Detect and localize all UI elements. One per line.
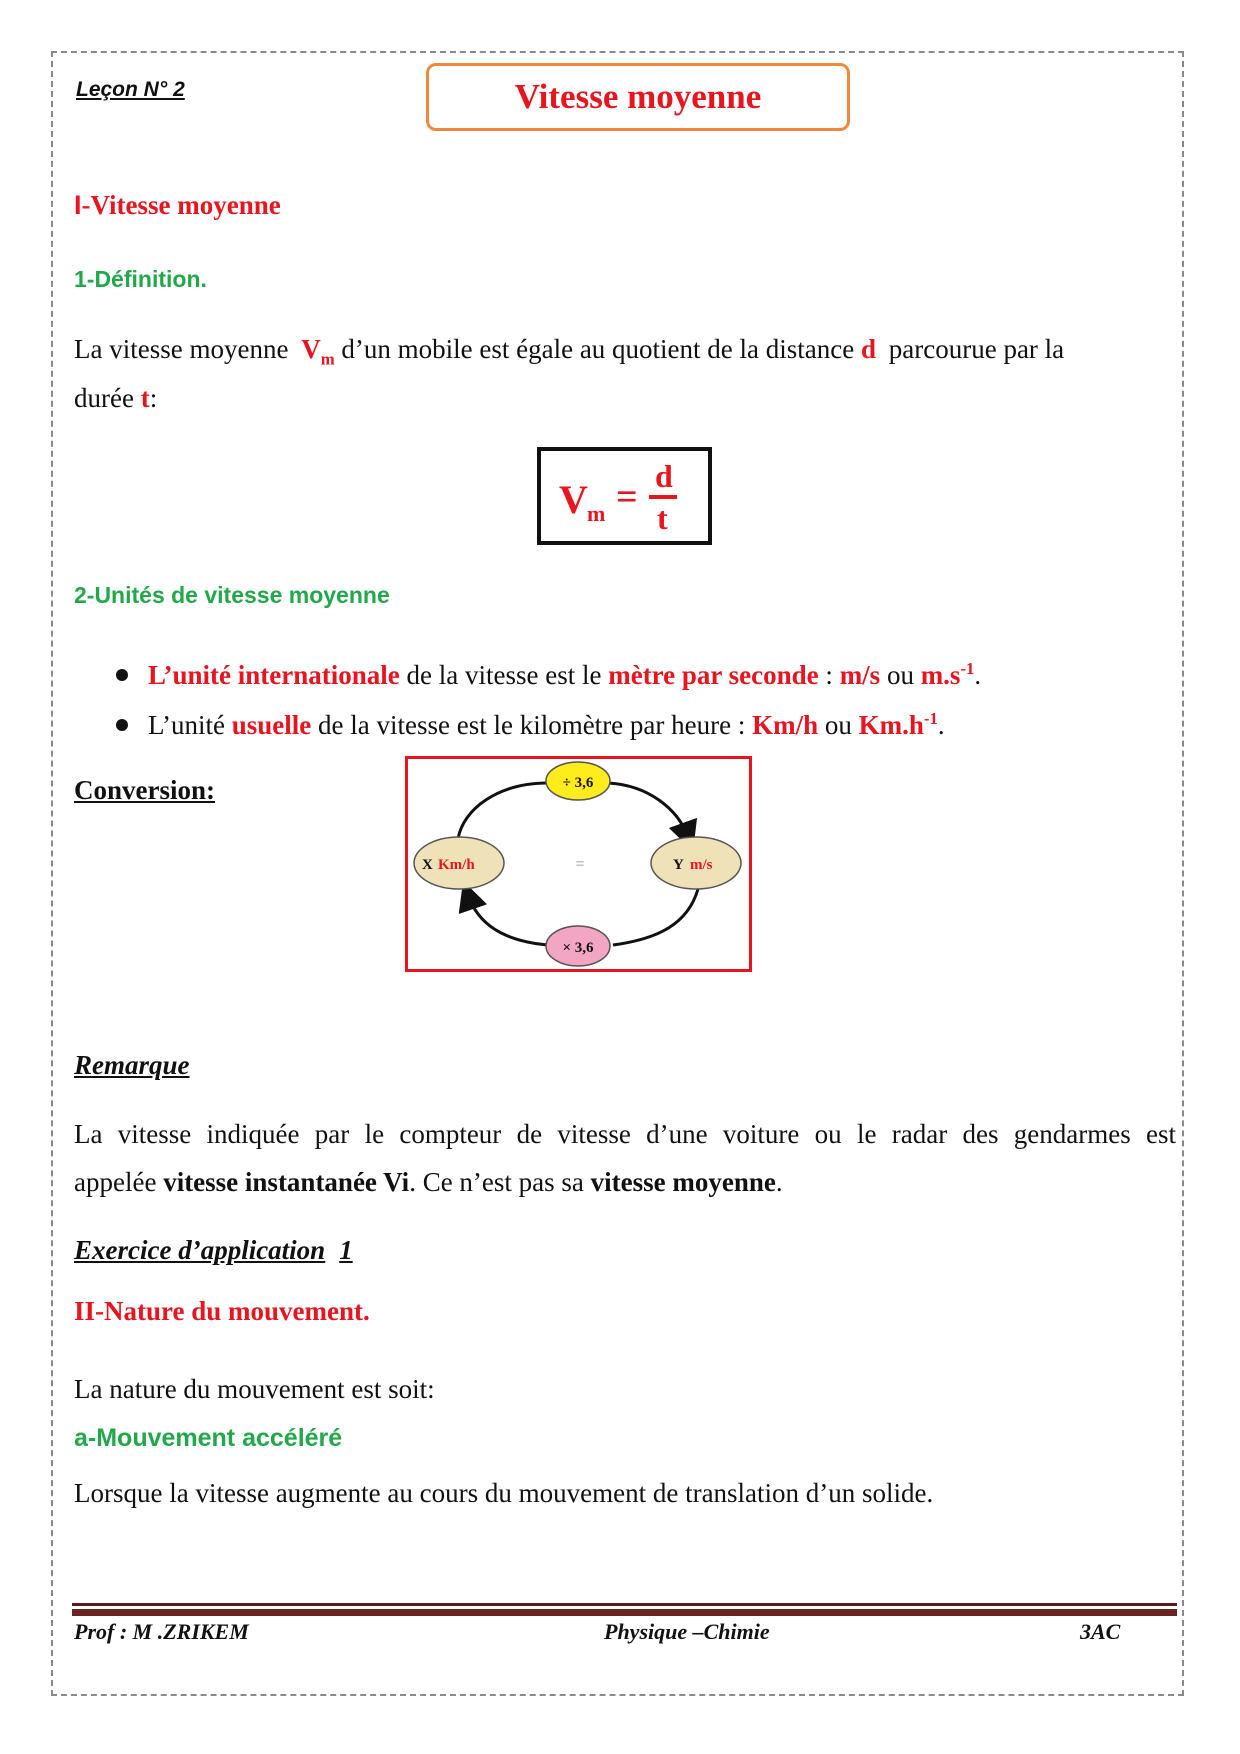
units-heading: 2-Unités de vitesse moyenne [74,582,390,608]
arc-top-right-arrow [608,783,688,837]
section-1-heading: I-Vitesse moyenne [74,190,281,220]
definition-heading: 1-Définition. [74,266,207,292]
kmh-x: X [422,857,433,873]
formula-numerator: d [655,458,673,494]
title-box [426,63,850,131]
arc-top-left [458,783,548,839]
formula-sub-m: m [587,501,606,526]
arc-bottom-left-arrow [468,895,548,945]
footer-rule [72,1609,1177,1616]
conversion-cycle [408,759,749,969]
footer-subject: Physique –Chimie [604,1619,770,1644]
accelerated-text: Lorsque la vitesse augmente au cours du mouvement de translation d’un solide. [74,1478,934,1508]
formula-denominator: t [657,500,668,536]
remark-line-1: La vitesse indiquée par le compteur de vitesse d’une voiture ou le radar des gendarmes est [74,1119,1176,1149]
formula-v: V [559,477,588,522]
definition-line-1: La vitesse moyenne $V_m$ d’un mobile est égale au quotient de la distance d parcourue par la [74,334,1065,369]
ms-unit: m/s [690,857,713,873]
footer-prof: Prof : M .ZRIKEM [74,1619,249,1644]
units-bullet-2: L’unité usuelle de la vitesse est le kilomètre par heure : Km/h ou $Km.h^{-1}$. [148,709,945,740]
fraction-bar [649,495,677,499]
footer-rule [72,1603,1177,1606]
page-title: Vitesse moyenne [514,77,762,116]
arc-bottom-right [613,889,698,945]
divide-label: ÷ 3,6 [562,775,594,791]
definition-line-2: durée t: [74,383,158,413]
ms-y: Y [673,857,684,873]
accelerated-heading: a-Mouvement accéléré [74,1424,343,1452]
conversion-diagram [405,756,752,972]
bullet-dot [116,719,128,731]
section-2-heading: II-Nature du mouvement. [74,1296,370,1326]
remark-line-2: appelée vitesse instantanée Vi. Ce n’est pas sa vitesse moyenne. [74,1167,783,1197]
units-bullet-1: L’unité internationale de la vitesse est le mètre par seconde : m/s ou $m.s^{-1}$. [148,659,982,690]
formula-equals: = [616,476,638,518]
lesson-number: Leçon N° 2 [76,78,185,101]
equals-sign: = [575,856,585,873]
bullet-dot [116,669,128,681]
formula-graphic [541,451,708,541]
remark-label: Remarque [74,1050,190,1080]
footer-level: 3AC [1080,1619,1121,1644]
kmh-unit: Km/h [438,857,475,873]
formula-box [537,447,712,545]
exercise-label: Exercice d’application 1 [74,1235,353,1265]
multiply-label: × 3,6 [562,940,594,956]
conversion-label: Conversion: [74,775,215,805]
section-2-intro: La nature du mouvement est soit: [74,1374,435,1404]
